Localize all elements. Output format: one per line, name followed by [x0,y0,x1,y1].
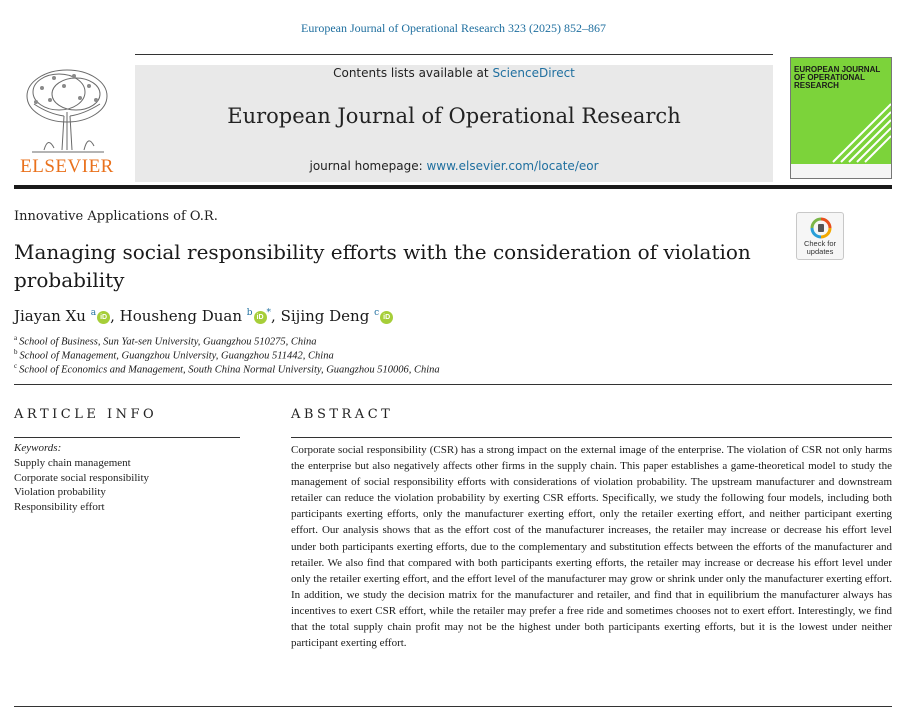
cover-footer-strip [791,164,891,178]
journal-name: European Journal of Operational Research [227,104,681,128]
check-updates-label-line1: Check for [803,239,837,248]
affiliation-marker[interactable]: c [374,308,380,318]
orcid-icon[interactable]: iD [97,311,110,324]
check-updates-label [797,240,843,256]
keyword-item: Violation probability [14,486,106,499]
paper-title: Managing social responsibility efforts with the consideration of violation probability [14,240,751,292]
keywords-list [14,456,149,514]
affiliation-text: School of Management, Guangzhou University, Guangzhou 511442, China [19,350,334,362]
affiliation-mark: b [14,348,18,356]
cover-title: EUROPEAN JOURNAL OF OPERATIONAL RESEARCH [794,65,881,90]
author-name[interactable]: Jiayan Xu [14,307,86,325]
affiliation-item [14,334,317,348]
affiliation-item [14,362,440,376]
article-info-rule [14,437,240,438]
contents-prefix: Contents lists available at [333,66,493,80]
journal-homepage-link[interactable]: www.elsevier.com/locate/eor [426,159,599,173]
article-info-heading: ARTICLE INFO [14,407,158,422]
section-divider [14,384,892,385]
keyword-item: Responsibility effort [14,500,105,513]
abstract-body: Corporate social responsibility (CSR) has a strong impact on the external image of the enterprise. The violation of CSR not only harms the enterprise but also negatively affects other firms in the supply chain. This paper establishes a game-theoretical model to study the management of social responsibility efforts with considerations of violation probability. The upstream manufacturer and downstream retailer can reduce the violation probability by exerting CSR efforts. Specifically, we study the following four models, including both participants exerting efforts, only the manufacturer exerting effort, only the retailer exerting effort, and neither participant exerting effort. Our analysis shows that as the effort cost of the manufacturer increases, the retailer may increase or decrease his effort level under both participants exerting efforts, due to the complementary and substitution effects between the efforts of the manufacturer and retailer. We also find that compared with both participants exerting efforts, the retailer may increase or decrease his effort level under only the retailer exerting effort, and the effort level of the manufacturer may grow or shrink under only the manufacturer exerting effort. In addition, we study the decision matrix for the manufacturer and retailer, and find that in equilibrium the manufacturer always has incentives to exert CSR effort, while the retailer may prefer a free ride and sometimes chooses not to exert effort. Interestingly, we find that the total supply chain profit may not be the highest under both participants exerting efforts, but it is the lowest under neither participant exerting effort. [291,444,892,650]
abstract-heading: ABSTRACT [291,407,394,422]
corresponding-author-marker[interactable]: * [266,308,272,318]
header-top-rule [135,54,773,55]
affiliation-marker[interactable]: b [246,308,253,318]
affiliation-marker[interactable]: a [90,308,97,318]
homepage-prefix: journal homepage: [309,159,427,173]
check-updates-label-line2: updates [806,247,834,256]
header-thick-rule [14,185,892,189]
keyword-item: Supply chain management [14,457,131,469]
abstract-rule [291,437,892,438]
affiliation-mark: a [14,334,18,342]
bottom-rule [14,706,892,707]
author-name[interactable]: Housheng Duan [119,307,242,325]
keywords-label: Keywords: [14,442,62,454]
affiliation-text: School of Business, Sun Yat-sen University, Guangzhou 510275, China [19,336,317,348]
sciencedirect-link[interactable]: ScienceDirect [492,66,575,80]
keyword-item: Corporate social responsibility [14,471,150,484]
contents-available-line [135,66,773,80]
affiliation-mark: c [14,362,18,370]
journal-cover-image[interactable] [790,57,892,179]
affiliation-item [14,348,334,362]
check-updates-icon [810,217,832,239]
orcid-icon[interactable]: iD [254,311,267,324]
affiliation-text: School of Economics and Management, South China Normal University, Guangzhou 510006, China [19,364,440,376]
elsevier-wordmark[interactable]: ELSEVIER [20,156,114,177]
cover-graphic [791,58,892,179]
article-section-label: Innovative Applications of O.R. [14,209,218,224]
check-for-updates-button[interactable] [796,212,844,260]
journal-homepage-line [135,159,773,173]
journal-citation[interactable]: European Journal of Operational Research 323 (2025) 852–867 [301,21,606,35]
orcid-icon[interactable]: iD [380,311,393,324]
author-name[interactable]: Sijing Deng [280,307,370,325]
author-list: Jiayan Xu $^a$ iD , Housheng Duan $^b$ iD *, Sijing Deng $^c$ iD [14,307,393,325]
